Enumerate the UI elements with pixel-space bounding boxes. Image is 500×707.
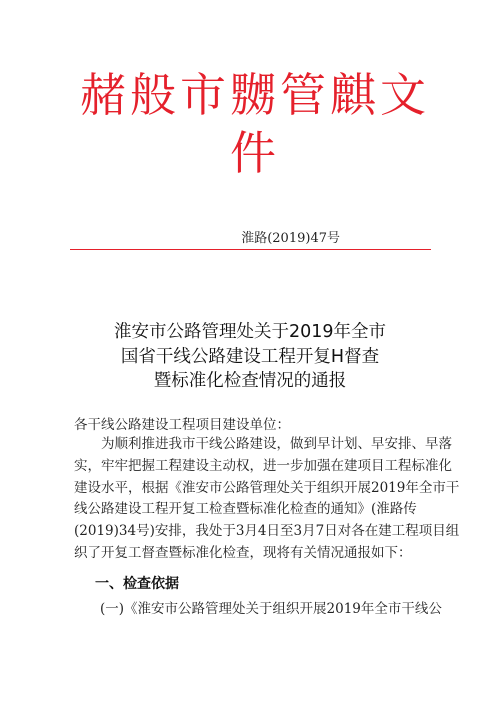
- body-line: 为顺利推进我市干线公路建设，做到早计划、早安排、早落: [74, 436, 452, 452]
- salutation: 各干线公路建设工程项目建设单位：: [74, 417, 290, 433]
- list-item: (一)《淮安市公路管理处关于组织开展2019年全市干线公: [100, 601, 442, 617]
- title-line-2: 国省干线公路建设工程开复H督查: [120, 346, 380, 367]
- document-number: 淮路(2019)47号: [241, 231, 340, 246]
- red-header: [70, 66, 440, 182]
- body-line: 实，牢牢把握工程建设主动权，进一步加强在建项目工程标准化: [74, 457, 452, 474]
- body-line: (2019)34号)安排，我处于3月4日至3月7日对各在建工程项目组: [74, 523, 460, 540]
- title-line-1: 淮安市公路管理处关于2019年全市: [113, 322, 387, 342]
- red-header-line-2: 件: [230, 126, 280, 180]
- section-heading: 一、检查依据: [95, 576, 179, 592]
- body-line: 线公路建设工程开复工检查暨标准化检查的通知》(淮路传: [74, 501, 417, 518]
- body-paragraph: [74, 434, 460, 565]
- red-divider: [70, 249, 431, 250]
- body-line: 建设水平，根据《淮安市公路管理处关于组织开展2019年全市干: [74, 479, 460, 496]
- body-line: 织了开复工督查暨标准化检查，现将有关情况通报如下：: [74, 544, 412, 561]
- red-header-line-1: 赭般市嬲管麒文: [80, 68, 430, 122]
- title-line-3: 暨标准化检查情况的通报: [153, 371, 347, 391]
- document-title: [60, 320, 440, 394]
